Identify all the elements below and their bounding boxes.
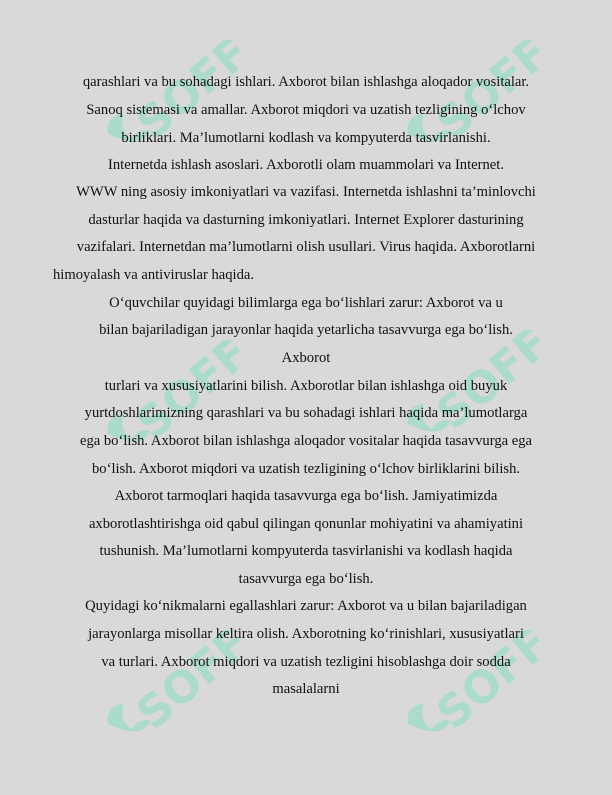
- text-line: dasturlar haqida va dasturning imkoniyatlari. Internet Explorer dasturining: [88, 212, 524, 228]
- text-line: bo‘lish. Axborot miqdori va uzatish tezligining o‘lchov birliklarini bilish.: [91, 461, 521, 477]
- text-line: O‘quvchilar quyidagi bilimlarga ega bo‘lishlari zarur: Axborot va u: [109, 295, 503, 311]
- text-line: vazifalari. Internetdan ma’lumotlarni olish usullari. Virus haqida. Axborotlarni: [76, 239, 536, 255]
- text-line: birliklari. Ma’lumotlarni kodlash va kompyuterda tasvirlanishi.: [121, 130, 491, 146]
- text-line: WWW ning asosiy imkoniyatlari va vazifasi. Internetda ishlashni ta’minlovchi: [76, 184, 536, 200]
- text-line: Axborot: [281, 350, 331, 366]
- svg-text:SOFF: SOFF: [427, 40, 540, 150]
- text-line: Axborot tarmoqlari haqida tasavvurga ega bo‘lish. Jamiyatimizda: [114, 488, 498, 504]
- text-line: axborotlashtirishga oid qabul qilingan qonunlar mohiyatini va ahamiyatini: [88, 516, 524, 532]
- svg-text:SOFF: SOFF: [127, 340, 240, 450]
- text-line: Quyidagi ko‘nikmalarni egallashlari zarur: Axborot va u bilan bajariladigan: [85, 598, 527, 614]
- text-line: jarayonlarga misollar keltira olish. Axborotning ko‘rinishlari, xususiyatlari: [88, 626, 524, 642]
- soff-watermark-logo: [370, 40, 540, 200]
- text-line: qarashlari va bu sohadagi ishlari. Axborot bilan ishlashga aloqador vositalar.: [82, 74, 530, 90]
- text-line: bilan bajariladigan jarayonlar haqida yetarlicha tasavvurga ega bo‘lish.: [99, 322, 513, 338]
- soff-watermark-logo: [70, 40, 240, 200]
- text-line: masalalarni: [272, 681, 340, 697]
- text-line: va turlari. Axborot miqdori va uzatish tezligini hisoblashga doir sodda: [101, 654, 511, 670]
- text-line: Sanoq sistemasi va amallar. Axborot miqdori va uzatish tezligining o‘lchov: [86, 102, 526, 118]
- text-line: tasavvurga ega bo‘lish.: [238, 571, 374, 587]
- text-line: Internetda ishlash asoslari. Axborotli olam muammolari va Internet.: [108, 157, 504, 173]
- svg-text:SOFF: SOFF: [427, 630, 540, 740]
- text-line: tushunish. Ma’lumotlarni kompyuterda tasvirlanishi va kodlash haqida: [99, 543, 513, 559]
- text-line: turlari va xususiyatlarini bilish. Axborotlar bilan ishlashga oid buyuk: [104, 378, 508, 394]
- svg-text:SOFF: SOFF: [427, 330, 540, 440]
- svg-text:SOFF: SOFF: [127, 40, 240, 150]
- svg-text:SOFF: SOFF: [127, 630, 240, 740]
- text-line: ega bo‘lish. Axborot bilan ishlashga aloqador vositalar haqida tasavvurga ega: [79, 433, 532, 449]
- text-line: yurtdoshlarimizning qarashlari va bu sohadagi ishlari haqida ma’lumotlarga: [84, 405, 528, 421]
- text-line: himoyalash va antiviruslar haqida.: [53, 267, 255, 283]
